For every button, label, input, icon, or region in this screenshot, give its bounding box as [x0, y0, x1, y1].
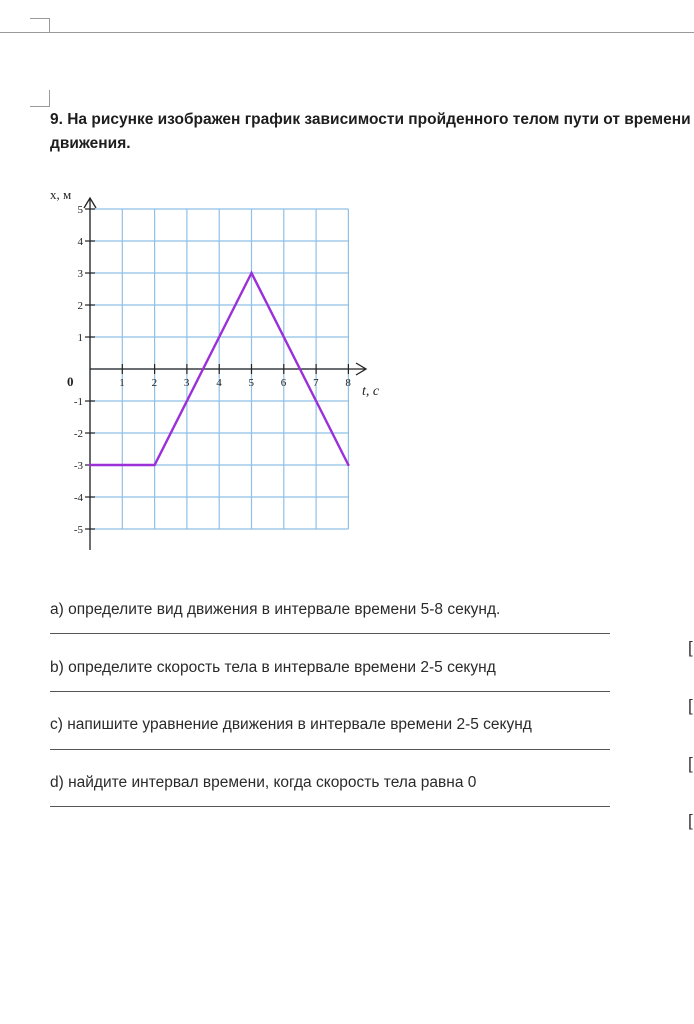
- y-tick-label: 1: [77, 332, 83, 344]
- y-tick-label: -4: [73, 492, 83, 504]
- x-tick-label: 5: [248, 377, 254, 389]
- page-corner-mark-v: [49, 90, 50, 107]
- task-c-text: c) напишите уравнение движения в интервале времени 2-5 секунд: [50, 716, 532, 733]
- x-tick-label: 3: [183, 377, 190, 389]
- task-b-answer-line[interactable]: [50, 691, 610, 692]
- y-tick-label: 2: [77, 300, 83, 312]
- x-tick-label: 2: [151, 377, 158, 389]
- y-tick-label: -1: [73, 396, 83, 408]
- question-line-2: движения.: [50, 135, 131, 152]
- x-tick-label: 8: [345, 377, 351, 389]
- x-axis-label: t, с: [362, 384, 380, 399]
- page-corner-mark-h: [30, 106, 50, 107]
- y-tick-label: 3: [77, 268, 83, 280]
- series-point: [347, 464, 349, 466]
- position-time-chart: [40, 190, 380, 555]
- x-tick-label: 7: [313, 377, 319, 389]
- y-tick-label: -2: [73, 428, 83, 440]
- page-top-border: [0, 32, 694, 33]
- y-tick-label: 4: [77, 236, 83, 248]
- task-d-answer-line[interactable]: [50, 806, 610, 807]
- y-tick-label: -3: [73, 460, 83, 472]
- task-d-text: d) найдите интервал времени, когда скорость тела равна 0: [50, 774, 477, 791]
- y-tick-label: 5: [77, 204, 83, 216]
- task-d-mark: [: [688, 811, 693, 830]
- page-corner-mark-top-h: [30, 18, 50, 19]
- origin-label: 0: [67, 374, 74, 389]
- task-a-answer-line[interactable]: [50, 633, 610, 634]
- page-corner-mark-top-v: [49, 18, 50, 32]
- x-tick-label: 1: [119, 377, 125, 389]
- task-c-answer-line[interactable]: [50, 749, 610, 750]
- y-axis-label: x, м: [50, 190, 72, 202]
- question-line-1: 9. На рисунке изображен график зависимости пройденного телом пути от времени: [50, 111, 691, 128]
- question-text: [50, 108, 694, 156]
- task-c-mark: [: [688, 754, 693, 773]
- task-b-text: b) определите скорость тела в интервале времени 2-5 секунд: [50, 659, 496, 676]
- task-a-text: a) определите вид движения в интервале времени 5-8 секунд.: [50, 601, 501, 618]
- series-point: [250, 272, 252, 274]
- series-point: [89, 464, 91, 466]
- task-b-mark: [: [688, 696, 693, 715]
- y-tick-label: -5: [73, 524, 83, 536]
- task-a-mark: [: [688, 638, 693, 657]
- chart-ticks: [74, 204, 352, 536]
- series-point: [153, 464, 155, 466]
- x-tick-label: 6: [280, 377, 287, 389]
- x-tick-label: 4: [216, 377, 222, 389]
